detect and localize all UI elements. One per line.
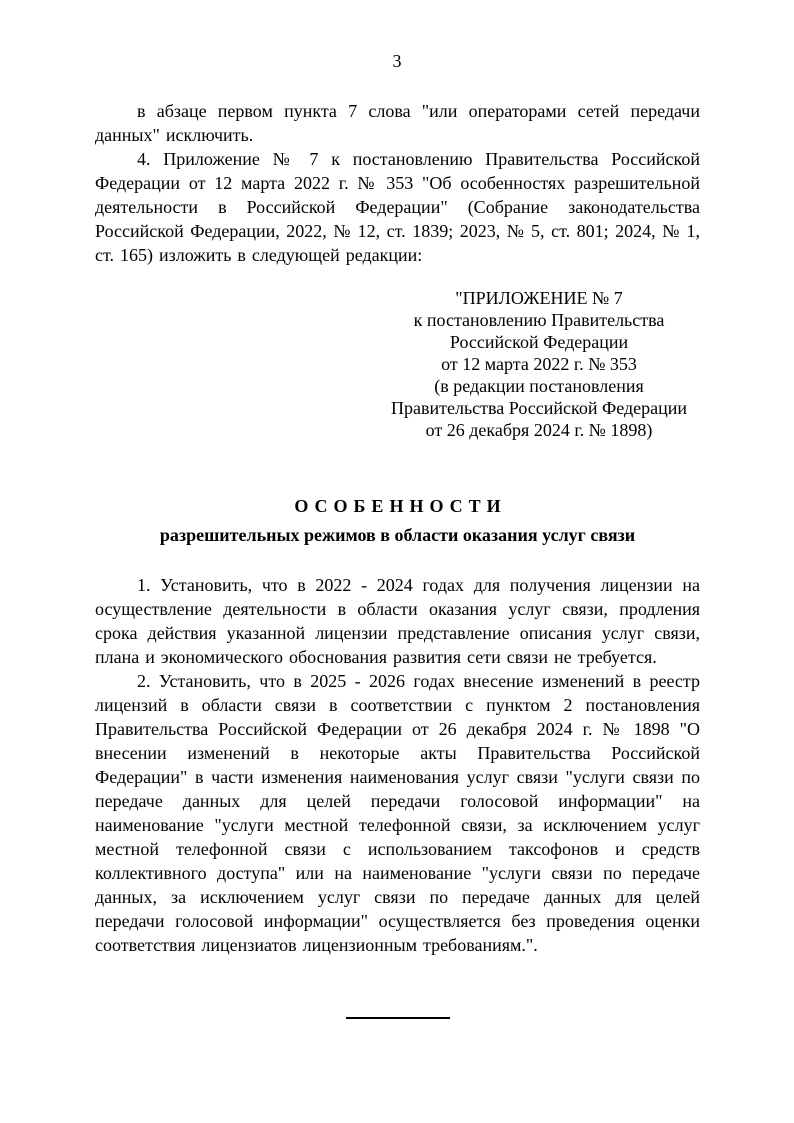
- appendix-reference-line: "ПРИЛОЖЕНИЕ № 7: [455, 288, 623, 308]
- appendix-reference-line: от 26 декабря 2024 г. № 1898): [425, 420, 653, 440]
- appendix-subtitle: разрешительных режимов в области оказания услуг связи: [159, 525, 636, 545]
- appendix-reference-line: к постановлению Правительства: [413, 310, 665, 330]
- appendix-reference-block: [380, 287, 698, 441]
- document-body: [95, 99, 700, 957]
- amendment-paragraph-2: 4. Приложение № 7 к постановлению Правительства Российской Федерации от 12 марта 2022 г. № 353 "Об особенностях разрешительной деятельности в Российской Федерации" (Собрание законодательства Российской Федерации, 2022, № 12, ст. 1839; 2023, № 5, ст. 801; 2024, № 1, ст. 165) изложить в следующей редакции:: [95, 149, 700, 265]
- appendix-reference-line: от 12 марта 2022 г. № 353: [441, 354, 637, 374]
- page-number: 3: [392, 51, 402, 71]
- appendix-reference-line: (в редакции постановления: [434, 376, 644, 396]
- amendment-paragraph-1: в абзаце первом пункта 7 слова "или операторами сетей передачи данных" исключить.: [95, 101, 700, 145]
- appendix-reference-line: Российской Федерации: [449, 332, 629, 352]
- appendix-paragraph-2: 2. Установить, что в 2025 - 2026 годах внесение изменений в реестр лицензий в области связи в соответствии с пунктом 2 постановления Правительства Российской Федерации от 26 декабря 2024 г. № 1898 "О внесении изменений в некоторые акты Правительства Российской Федерации" в части изменения наименования услуг связи "услуги связи по передаче данных для целей передачи голосовой информации" на наименование "услуги местной телефонной связи, за исключением услуг местной телефонной связи с использованием таксофонов и средств коллективного доступа" или на наименование "услуги связи по передаче данных, за исключением услуг связи по передаче данных для целей передачи голосовой информации" осуществляется без проведения оценки соответствия лицензиатов лицензионным требованиям.".: [95, 671, 700, 955]
- end-of-document-separator: [346, 1017, 450, 1019]
- appendix-title: ОСОБЕННОСТИ: [294, 496, 507, 516]
- appendix-reference-line: Правительства Российской Федерации: [391, 398, 687, 418]
- appendix-text: [95, 573, 700, 957]
- appendix-paragraph-1: 1. Установить, что в 2022 - 2024 годах для получения лицензии на осуществление деятельности в области оказания услуг связи, продления срока действия указанной лицензии представление описания услуг связи, плана и экономического обоснования развития сети связи не требуется.: [95, 575, 700, 667]
